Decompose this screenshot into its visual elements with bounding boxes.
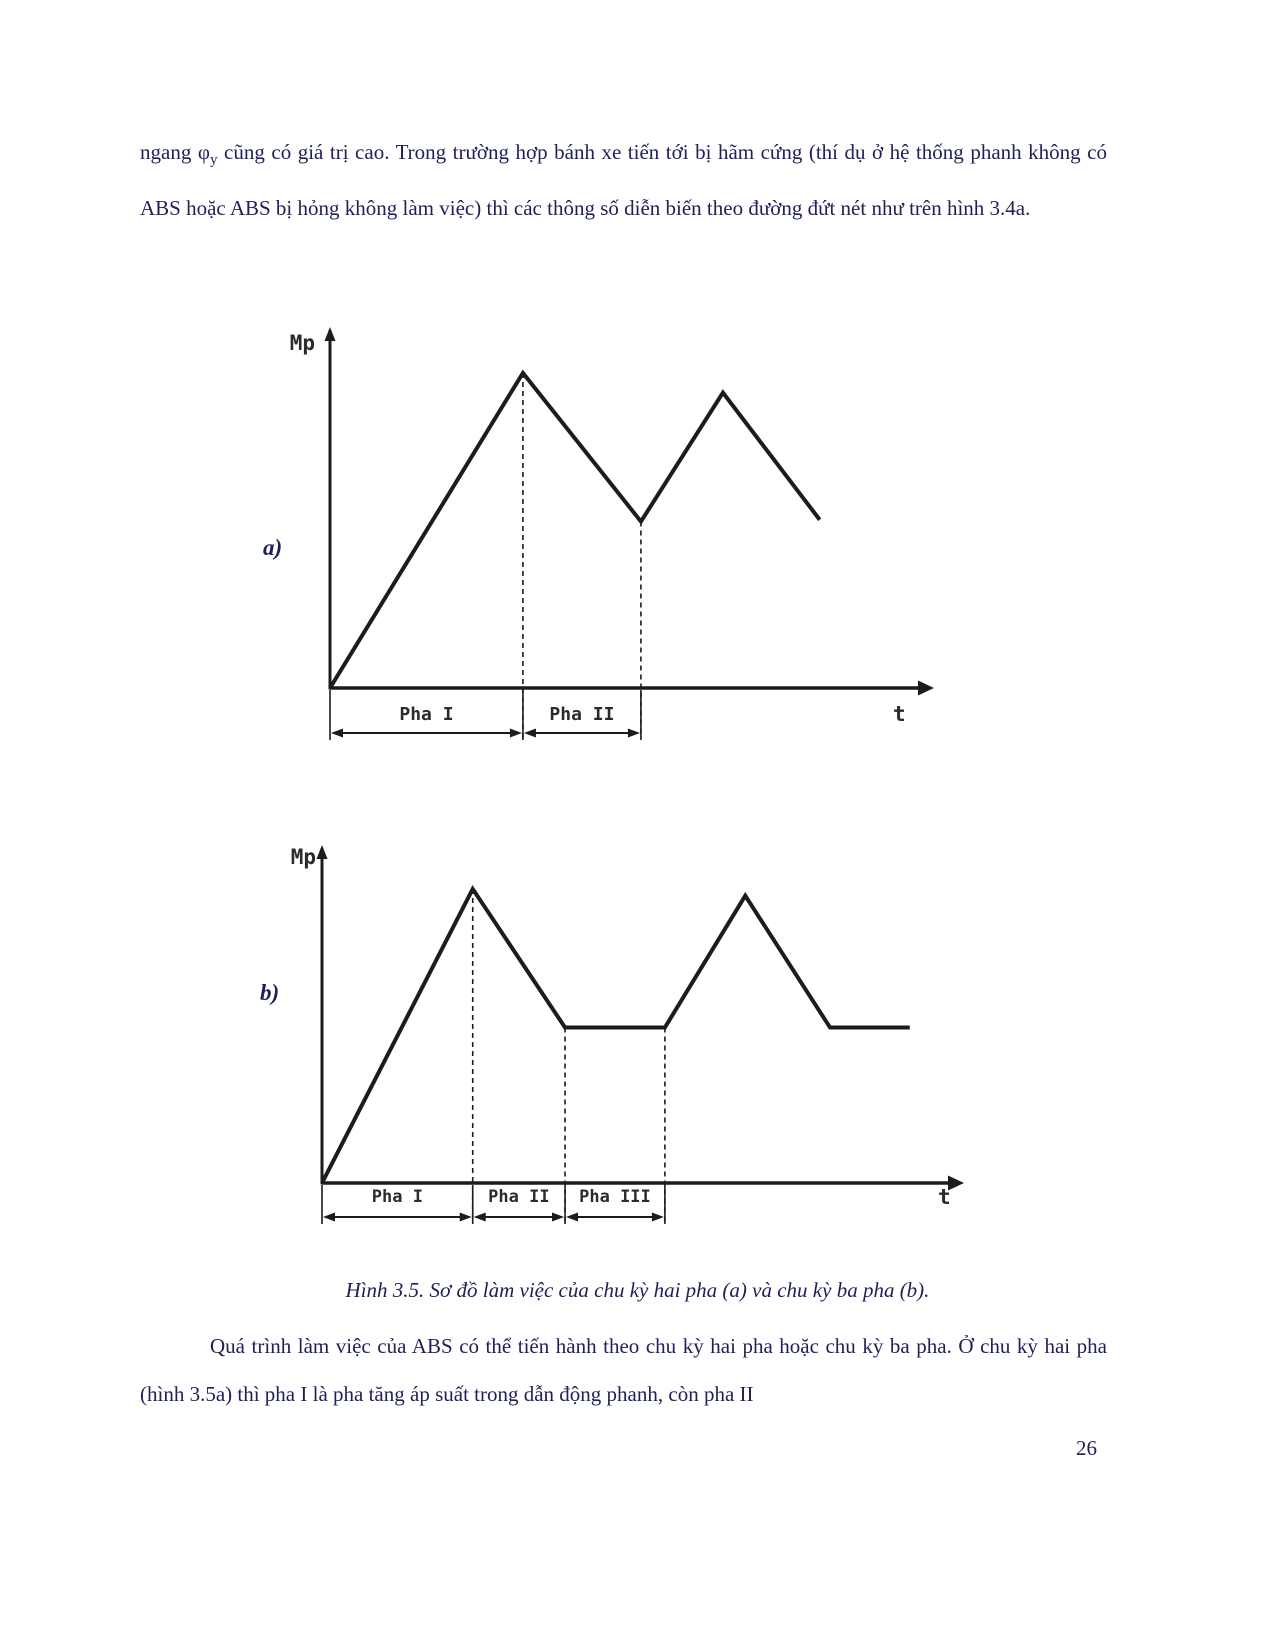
- y-axis-label: Mp: [289, 331, 315, 355]
- figure-b-plot-mount: [252, 838, 972, 1239]
- phase-arrowhead-left: [331, 729, 343, 738]
- phi-subscript: y: [209, 152, 218, 169]
- paragraph-top-text-pre: ngang: [140, 140, 198, 164]
- figure-b: [252, 838, 972, 1239]
- figure-a-svg: [255, 322, 950, 756]
- phase-arrowhead-left: [524, 729, 536, 738]
- phase-arrowhead-left: [566, 1213, 578, 1222]
- torque-curve: [330, 373, 820, 688]
- phase-arrowhead-left: [323, 1213, 335, 1222]
- x-axis-arrowhead: [918, 681, 934, 696]
- page-number: 26: [1076, 1436, 1097, 1460]
- torque-curve: [322, 889, 910, 1183]
- paragraph-bottom: Quá trình làm việc của ABS có thể tiến hành theo chu kỳ hai pha hoặc chu kỳ ba pha. Ở chu kỳ hai pha (hình 3.5a) thì pha I là pha tăng áp suất trong dẫn động phanh, còn pha II: [140, 1334, 1107, 1406]
- phase-label: Pha II: [488, 1187, 550, 1207]
- phase-arrowhead-right: [652, 1213, 664, 1222]
- phase-label: Pha III: [579, 1187, 651, 1207]
- figure-a-plot-mount: [255, 322, 950, 761]
- phi-symbol: φ: [197, 140, 210, 164]
- figure-a: [255, 322, 950, 761]
- x-axis-label: t: [938, 1185, 951, 1209]
- phase-label: Pha I: [371, 1187, 423, 1207]
- y-axis-arrowhead: [317, 845, 328, 859]
- paragraph-top-text-rest: cũng có giá trị cao. Trong trường hợp bánh xe tiến tới bị hãm cứng (thí dụ ở hệ thống phanh không có ABS hoặc ABS bị hỏng không làm việc) thì các thông số diễn biến theo đường đứt nét như trên hình 3.4a.: [140, 140, 1107, 221]
- y-axis-label: Mp: [290, 845, 316, 869]
- phase-arrowhead-right: [552, 1213, 564, 1222]
- phase-arrowhead-right: [460, 1213, 472, 1222]
- phase-label: Pha I: [399, 704, 454, 725]
- phase-label: Pha II: [549, 704, 615, 725]
- phase-arrowhead-right: [510, 729, 522, 738]
- figure-caption: Hình 3.5. Sơ đồ làm việc của chu kỳ hai pha (a) và chu kỳ ba pha (b).: [345, 1278, 930, 1302]
- y-axis-arrowhead: [325, 327, 336, 341]
- paragraph-top: [140, 128, 1107, 232]
- panel-label: a): [263, 535, 283, 560]
- figure-b-svg: [252, 838, 972, 1234]
- phase-arrowhead-right: [628, 729, 640, 738]
- phase-arrowhead-left: [474, 1213, 486, 1222]
- panel-label: b): [260, 980, 280, 1005]
- x-axis-label: t: [893, 702, 906, 726]
